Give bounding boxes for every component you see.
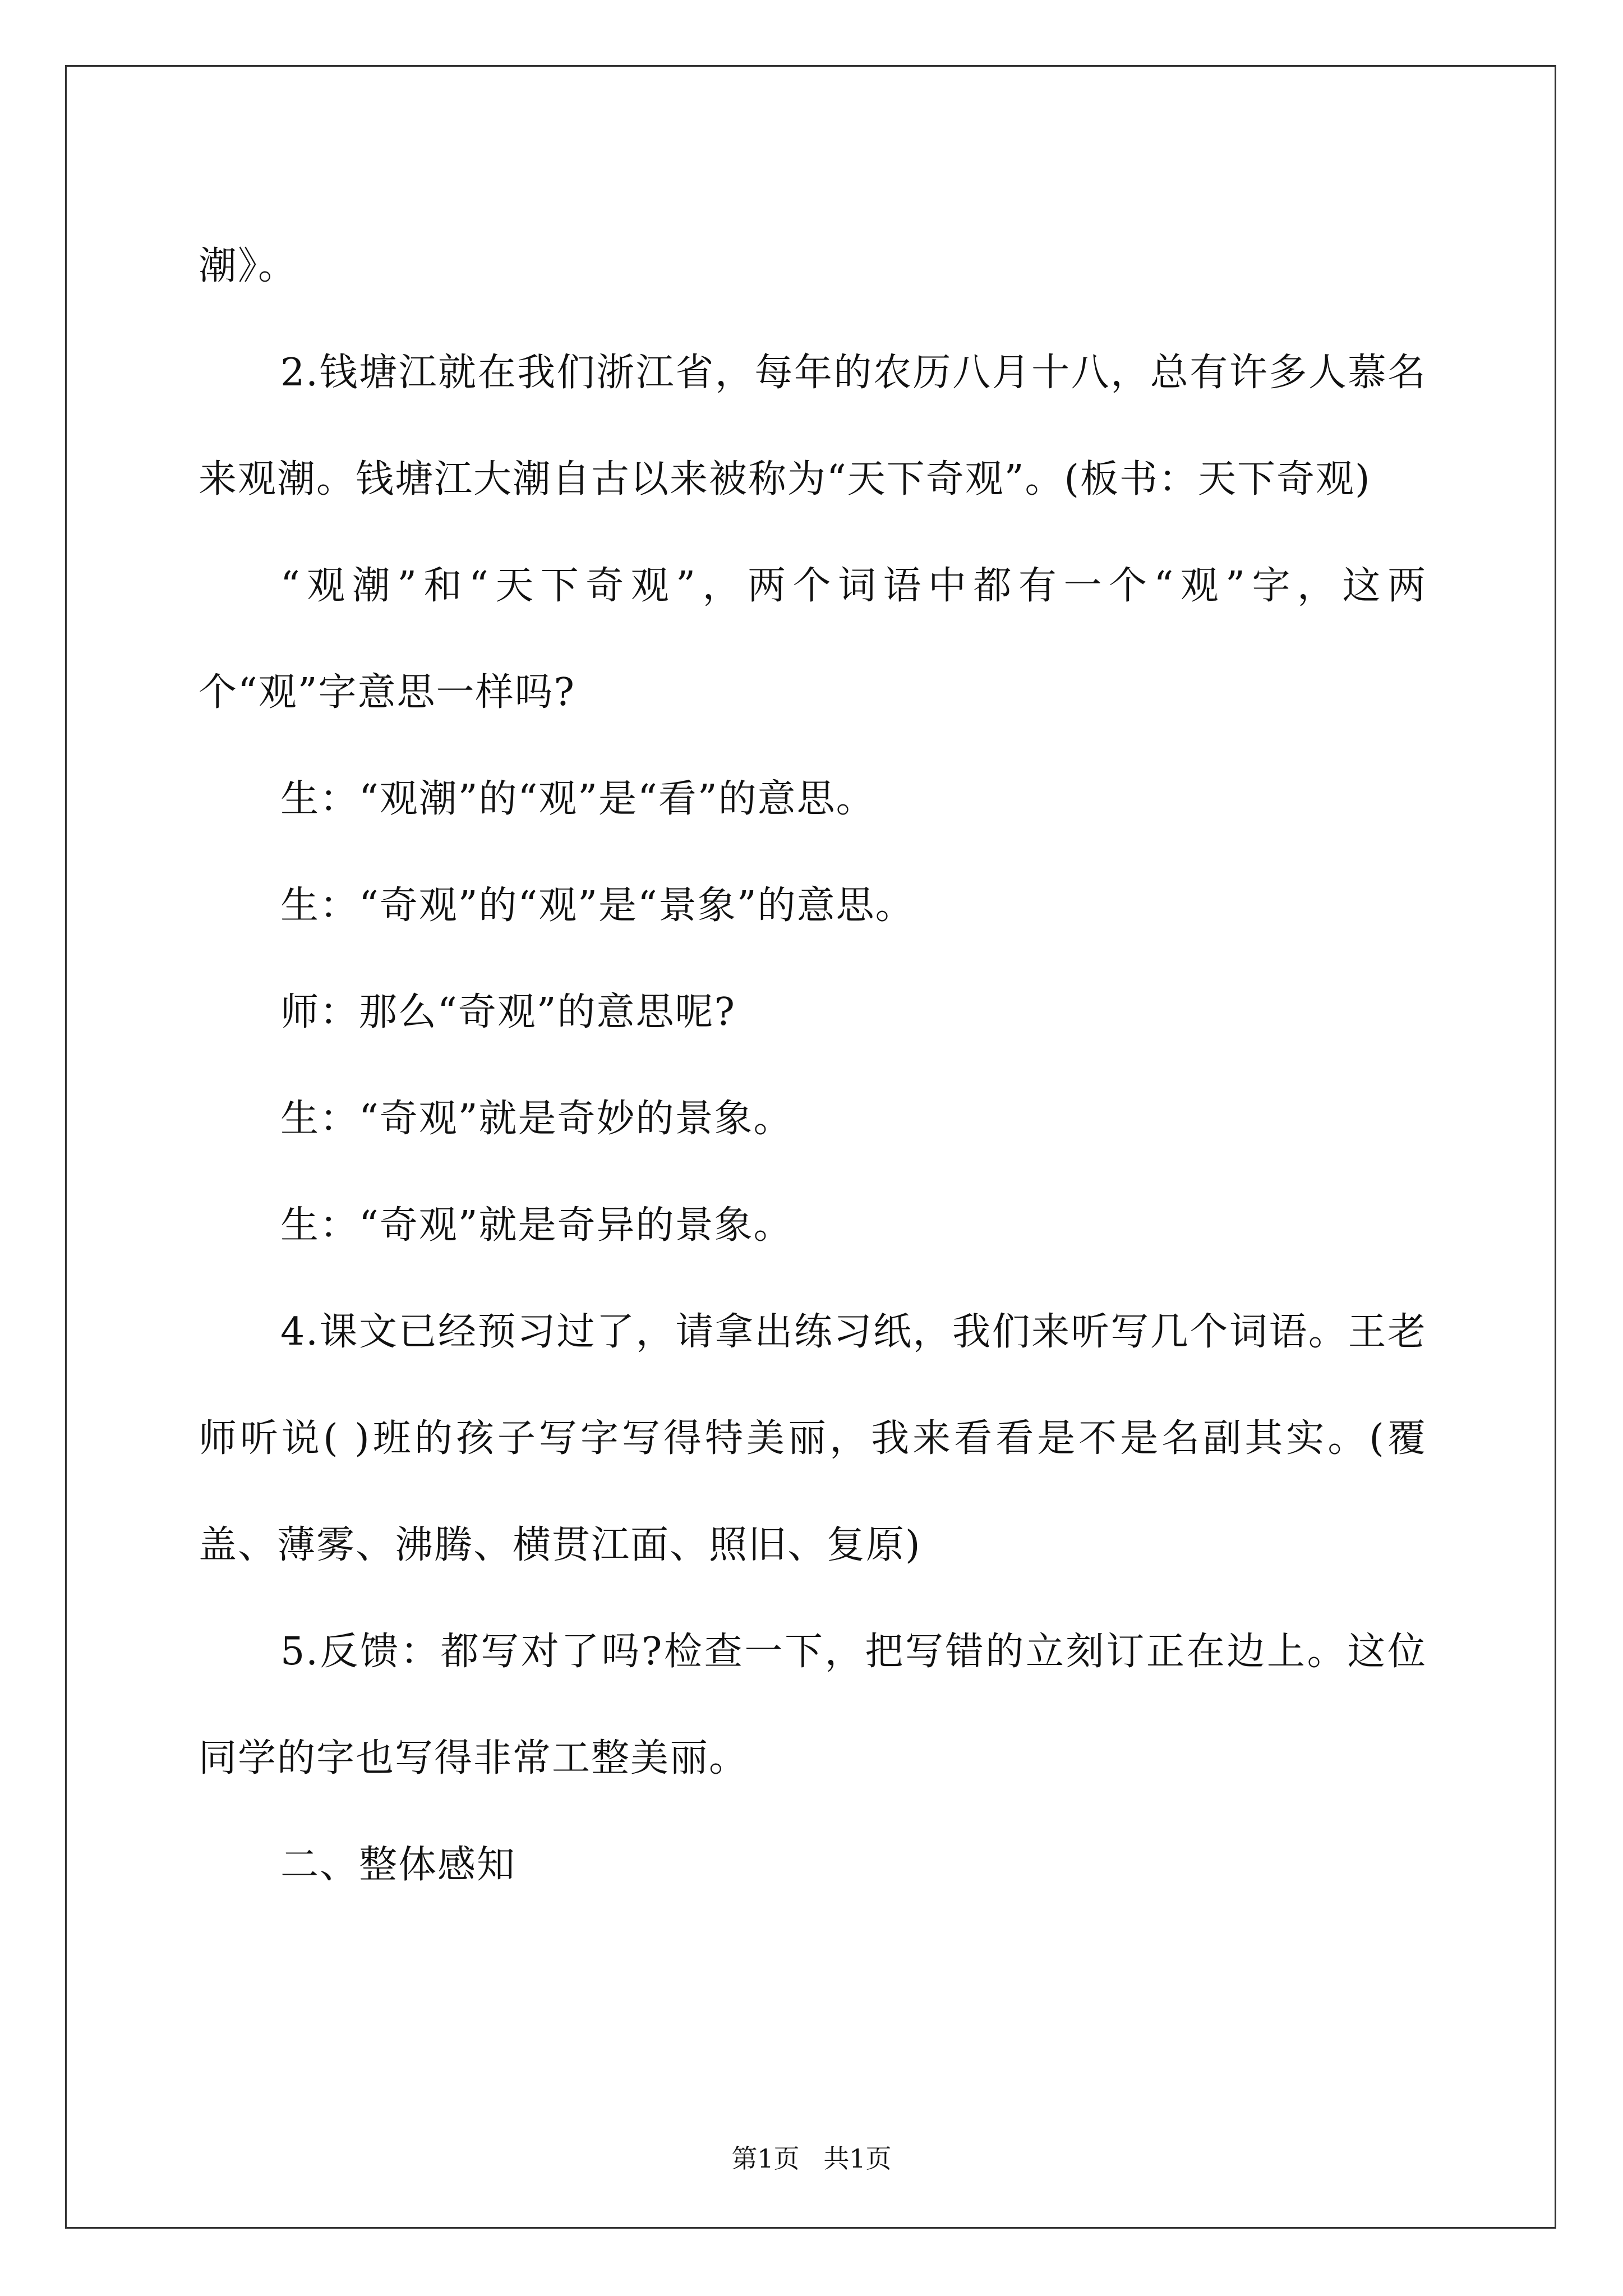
paragraph-1: 潮》。 (199, 244, 298, 288)
paragraph-11: 二、整体感知 (280, 1843, 517, 1887)
document-body (199, 213, 1427, 1918)
paragraph-6: 师：那么“奇观”的意思呢? (280, 990, 736, 1034)
paragraph-7: 生：“奇观”就是奇妙的景象。 (280, 1097, 793, 1141)
paragraph-10: 5.反馈：都写对了吗?检查一下，把写错的立刻订正在边上。这位同学的字也写得非常工整美丽。 (199, 1630, 1427, 1780)
paragraph-3: “观潮”和“天下奇观”，两个词语中都有一个“观”字，这两个“观”字意思一样吗? (199, 564, 1427, 715)
page-number-current: 第1页 (731, 2143, 800, 2174)
page-footer (0, 2142, 1623, 2175)
paragraph-2: 2.钱塘江就在我们浙江省，每年的农历八月十八，总有许多人慕名来观潮。钱塘江大潮自古以来被称为“天下奇观”。(板书：天下奇观) (199, 351, 1427, 501)
paragraph-8: 生：“奇观”就是奇异的景象。 (280, 1203, 793, 1248)
page-number-total: 共1页 (823, 2143, 892, 2174)
paragraph-9: 4.课文已经预习过了，请拿出练习纸，我们来听写几个词语。王老师听说( )班的孩子写字写得特美丽，我来看看是不是名副其实。(覆盖、薄雾、沸腾、横贯江面、照旧、复原) (199, 1310, 1427, 1567)
paragraph-4: 生：“观潮”的“观”是“看”的意思。 (280, 777, 875, 821)
paragraph-5: 生：“奇观”的“观”是“景象”的意思。 (280, 884, 915, 928)
